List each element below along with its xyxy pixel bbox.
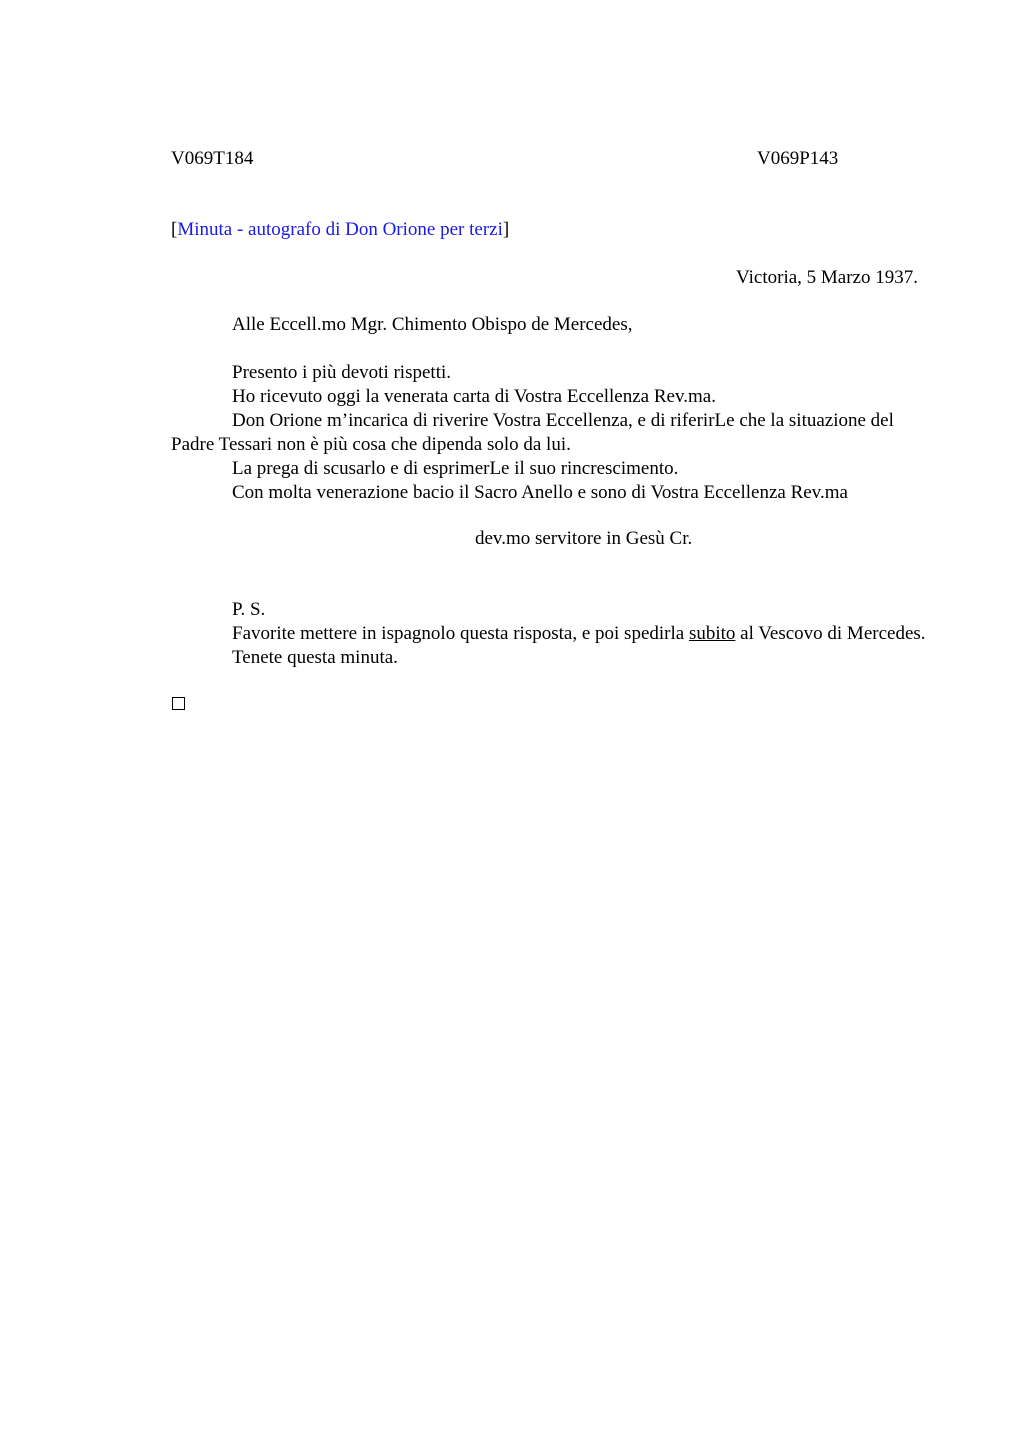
postscript-underlined-word: subito [688, 623, 736, 644]
letter-salutation: Alle Eccell.mo Mgr. Chimento Obispo de Mercedes, [232, 314, 633, 335]
letter-paragraph: La prega di scusarlo e di esprimerLe il suo rincrescimento. [232, 458, 679, 479]
letter-paragraph: Ho ricevuto oggi la venerata carta di Vostra Eccellenza Rev.ma. [232, 386, 716, 407]
postscript [171, 598, 929, 670]
letter-paragraph: Don Orione m’incarica di riverire Vostra Eccellenza, e di riferirLe che la situazione del Padre Tessari non è più cosa che dipenda solo da lui. [171, 410, 894, 455]
note-text: Minuta - autografo di Don Orione per terzi [177, 219, 503, 240]
postscript-label: P. S. [232, 599, 266, 620]
letter-paragraph: Con molta venerazione bacio il Sacro Anello e sono di Vostra Eccellenza Rev.ma [232, 482, 848, 503]
end-marker-box-icon [172, 697, 185, 710]
postscript-text: al Vescovo di Mercedes. [735, 623, 926, 644]
editorial-note [171, 218, 509, 242]
postscript-line: Tenete questa minuta. [232, 647, 398, 668]
note-close-bracket: ] [502, 219, 510, 240]
letter-paragraph: Presento i più devoti rispetti. [232, 362, 452, 383]
letter-body [171, 361, 929, 505]
postscript-line [171, 622, 929, 646]
document-code-left: V069T184 [171, 148, 254, 169]
letter-dateline: Victoria, 5 Marzo 1937. [736, 267, 918, 288]
letter-closing: dev.mo servitore in Gesù Cr. [475, 528, 693, 549]
postscript-text: Favorite mettere in ispagnolo questa risposta, e poi spedirla [232, 623, 689, 644]
note-open-bracket: [ [171, 219, 178, 240]
document-code-right: V069P143 [757, 148, 839, 169]
